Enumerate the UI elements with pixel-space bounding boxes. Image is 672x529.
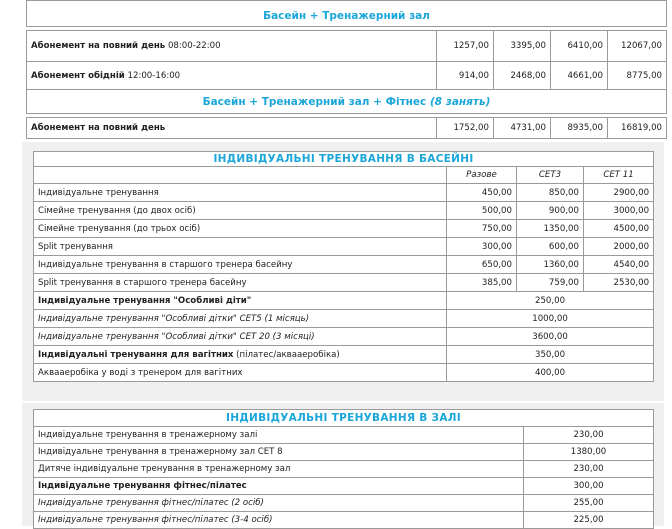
price-cell: 4661,00 bbox=[551, 62, 608, 90]
price-cell: 385,00 bbox=[447, 274, 517, 292]
price-cell: 500,00 bbox=[447, 202, 517, 220]
table-row bbox=[27, 31, 667, 62]
price-cell: 759,00 bbox=[517, 274, 584, 292]
table-row bbox=[34, 364, 654, 382]
price-cell: 914,00 bbox=[437, 62, 494, 90]
table-row bbox=[34, 328, 654, 346]
row-label: Split тренування в старшого тренера басейну bbox=[34, 274, 447, 292]
price-cell: 1360,00 bbox=[517, 256, 584, 274]
price-cell: 1257,00 bbox=[437, 31, 494, 62]
table-row bbox=[34, 461, 654, 478]
row-label: Абонемент на повний день bbox=[31, 41, 166, 51]
row-label: Абонемент обідній bbox=[31, 70, 125, 81]
price-cell: 6410,00 bbox=[551, 31, 608, 62]
price-cell: 250,00 bbox=[447, 292, 654, 310]
row-label: Аквааеробіка у воді з тренером для вагітних bbox=[34, 364, 447, 382]
column-header: Разове bbox=[447, 167, 517, 184]
price-cell: 300,00 bbox=[524, 478, 654, 495]
row-label: Дитяче індивідуальне тренування в тренажерному зал bbox=[34, 461, 524, 478]
pool-training-table bbox=[33, 151, 654, 382]
price-cell: 255,00 bbox=[524, 495, 654, 512]
table-row bbox=[34, 292, 654, 310]
table-row bbox=[34, 274, 654, 292]
price-cell: 1380,00 bbox=[524, 444, 654, 461]
price-cell: 4500,00 bbox=[584, 220, 654, 238]
price-cell: 2530,00 bbox=[584, 274, 654, 292]
table-row bbox=[34, 256, 654, 274]
table-row bbox=[34, 202, 654, 220]
row-label: Індивідуальне тренування в тренажерному залі bbox=[34, 427, 524, 444]
row-label: Індивідуальне тренування фітнес/пілатес (2 осіб) bbox=[34, 495, 524, 512]
price-cell: 850,00 bbox=[517, 184, 584, 202]
row-label: Індивідуальне тренування в тренажерному зал СЕТ 8 bbox=[34, 444, 524, 461]
row-label: Індивідуальне тренування bbox=[34, 184, 447, 202]
row-label: Індивідуальне тренування фітнес/пілатес bbox=[34, 478, 524, 495]
price-cell: 450,00 bbox=[447, 184, 517, 202]
price-cell: 3000,00 bbox=[584, 202, 654, 220]
membership-table bbox=[26, 0, 667, 139]
row-hours: 12:00-16:00 bbox=[124, 70, 181, 81]
price-cell: 2468,00 bbox=[494, 62, 551, 90]
pool-training-panel bbox=[22, 142, 664, 401]
price-cell: 1000,00 bbox=[447, 310, 654, 328]
price-cell: 650,00 bbox=[447, 256, 517, 274]
row-label: Абонемент на повний день bbox=[31, 123, 166, 133]
pool-section-title: ІНДИВІДУАЛЬНІ ТРЕНУВАННЯ В БАСЕЙНІ bbox=[34, 152, 654, 167]
price-cell: 3395,00 bbox=[494, 31, 551, 62]
price-cell: 8775,00 bbox=[608, 62, 667, 90]
row-label: Split тренування bbox=[34, 238, 447, 256]
price-cell: 900,00 bbox=[517, 202, 584, 220]
price-cell: 3600,00 bbox=[447, 328, 654, 346]
table-row bbox=[34, 495, 654, 512]
row-label: Сімейне тренування (до трьох осіб) bbox=[34, 220, 447, 238]
table-row bbox=[34, 220, 654, 238]
row-note: (пілатес/аквааеробіка) bbox=[233, 349, 340, 360]
price-cell: 2900,00 bbox=[584, 184, 654, 202]
gym-training-table bbox=[33, 409, 654, 529]
price-cell: 225,00 bbox=[524, 512, 654, 529]
row-label: Індивідуальне тренування фітнес/пілатес (3-4 осіб) bbox=[34, 512, 524, 529]
table-row bbox=[34, 310, 654, 328]
row-label: Індивідуальне тренування "Особливі дітки" СЕТ5 (1 місяць) bbox=[34, 310, 447, 328]
table-row bbox=[34, 478, 654, 495]
gym-training-panel bbox=[22, 403, 664, 526]
table-row bbox=[27, 118, 667, 139]
price-cell: 4731,00 bbox=[494, 118, 551, 139]
table-row bbox=[34, 238, 654, 256]
price-cell: 300,00 bbox=[447, 238, 517, 256]
column-header: СЕТ3 bbox=[517, 167, 584, 184]
row-hours: 08:00-22:00 bbox=[165, 41, 221, 51]
price-cell: 16819,00 bbox=[608, 118, 667, 139]
table-row bbox=[34, 427, 654, 444]
price-cell: 600,00 bbox=[517, 238, 584, 256]
table-row bbox=[34, 184, 654, 202]
price-cell: 400,00 bbox=[447, 364, 654, 382]
price-cell: 230,00 bbox=[524, 461, 654, 478]
table-row bbox=[34, 444, 654, 461]
price-cell: 1350,00 bbox=[517, 220, 584, 238]
price-cell: 8935,00 bbox=[551, 118, 608, 139]
table-row bbox=[27, 62, 667, 90]
price-cell: 750,00 bbox=[447, 220, 517, 238]
price-cell: 4540,00 bbox=[584, 256, 654, 274]
price-cell: 12067,00 bbox=[608, 31, 667, 62]
row-label: Індивідуальне тренування "Особливі діти" bbox=[34, 292, 447, 310]
price-cell: 2000,00 bbox=[584, 238, 654, 256]
price-cell: 230,00 bbox=[524, 427, 654, 444]
section-title-pool-gym: Басейн + Тренажерний зал bbox=[27, 1, 667, 27]
row-label: Індивідуальне тренування в старшого тренера басейну bbox=[34, 256, 447, 274]
gym-section-title: ІНДИВІДУАЛЬНІ ТРЕНУВАННЯ В ЗАЛІ bbox=[34, 410, 654, 427]
row-label: Сімейне тренування (до двох осіб) bbox=[34, 202, 447, 220]
price-cell: 1752,00 bbox=[437, 118, 494, 139]
section-title-pool-gym-fitness: Басейн + Тренажерний зал + Фітнес (8 занять) bbox=[27, 90, 667, 114]
price-cell: 350,00 bbox=[447, 346, 654, 364]
row-label: Індивідуальні тренування для вагітних bbox=[38, 349, 234, 360]
column-header: СЕТ 11 bbox=[584, 167, 654, 184]
row-label: Індивідуальне тренування "Особливі дітки" СЕТ 20 (3 місяці) bbox=[34, 328, 447, 346]
table-row bbox=[34, 346, 654, 364]
